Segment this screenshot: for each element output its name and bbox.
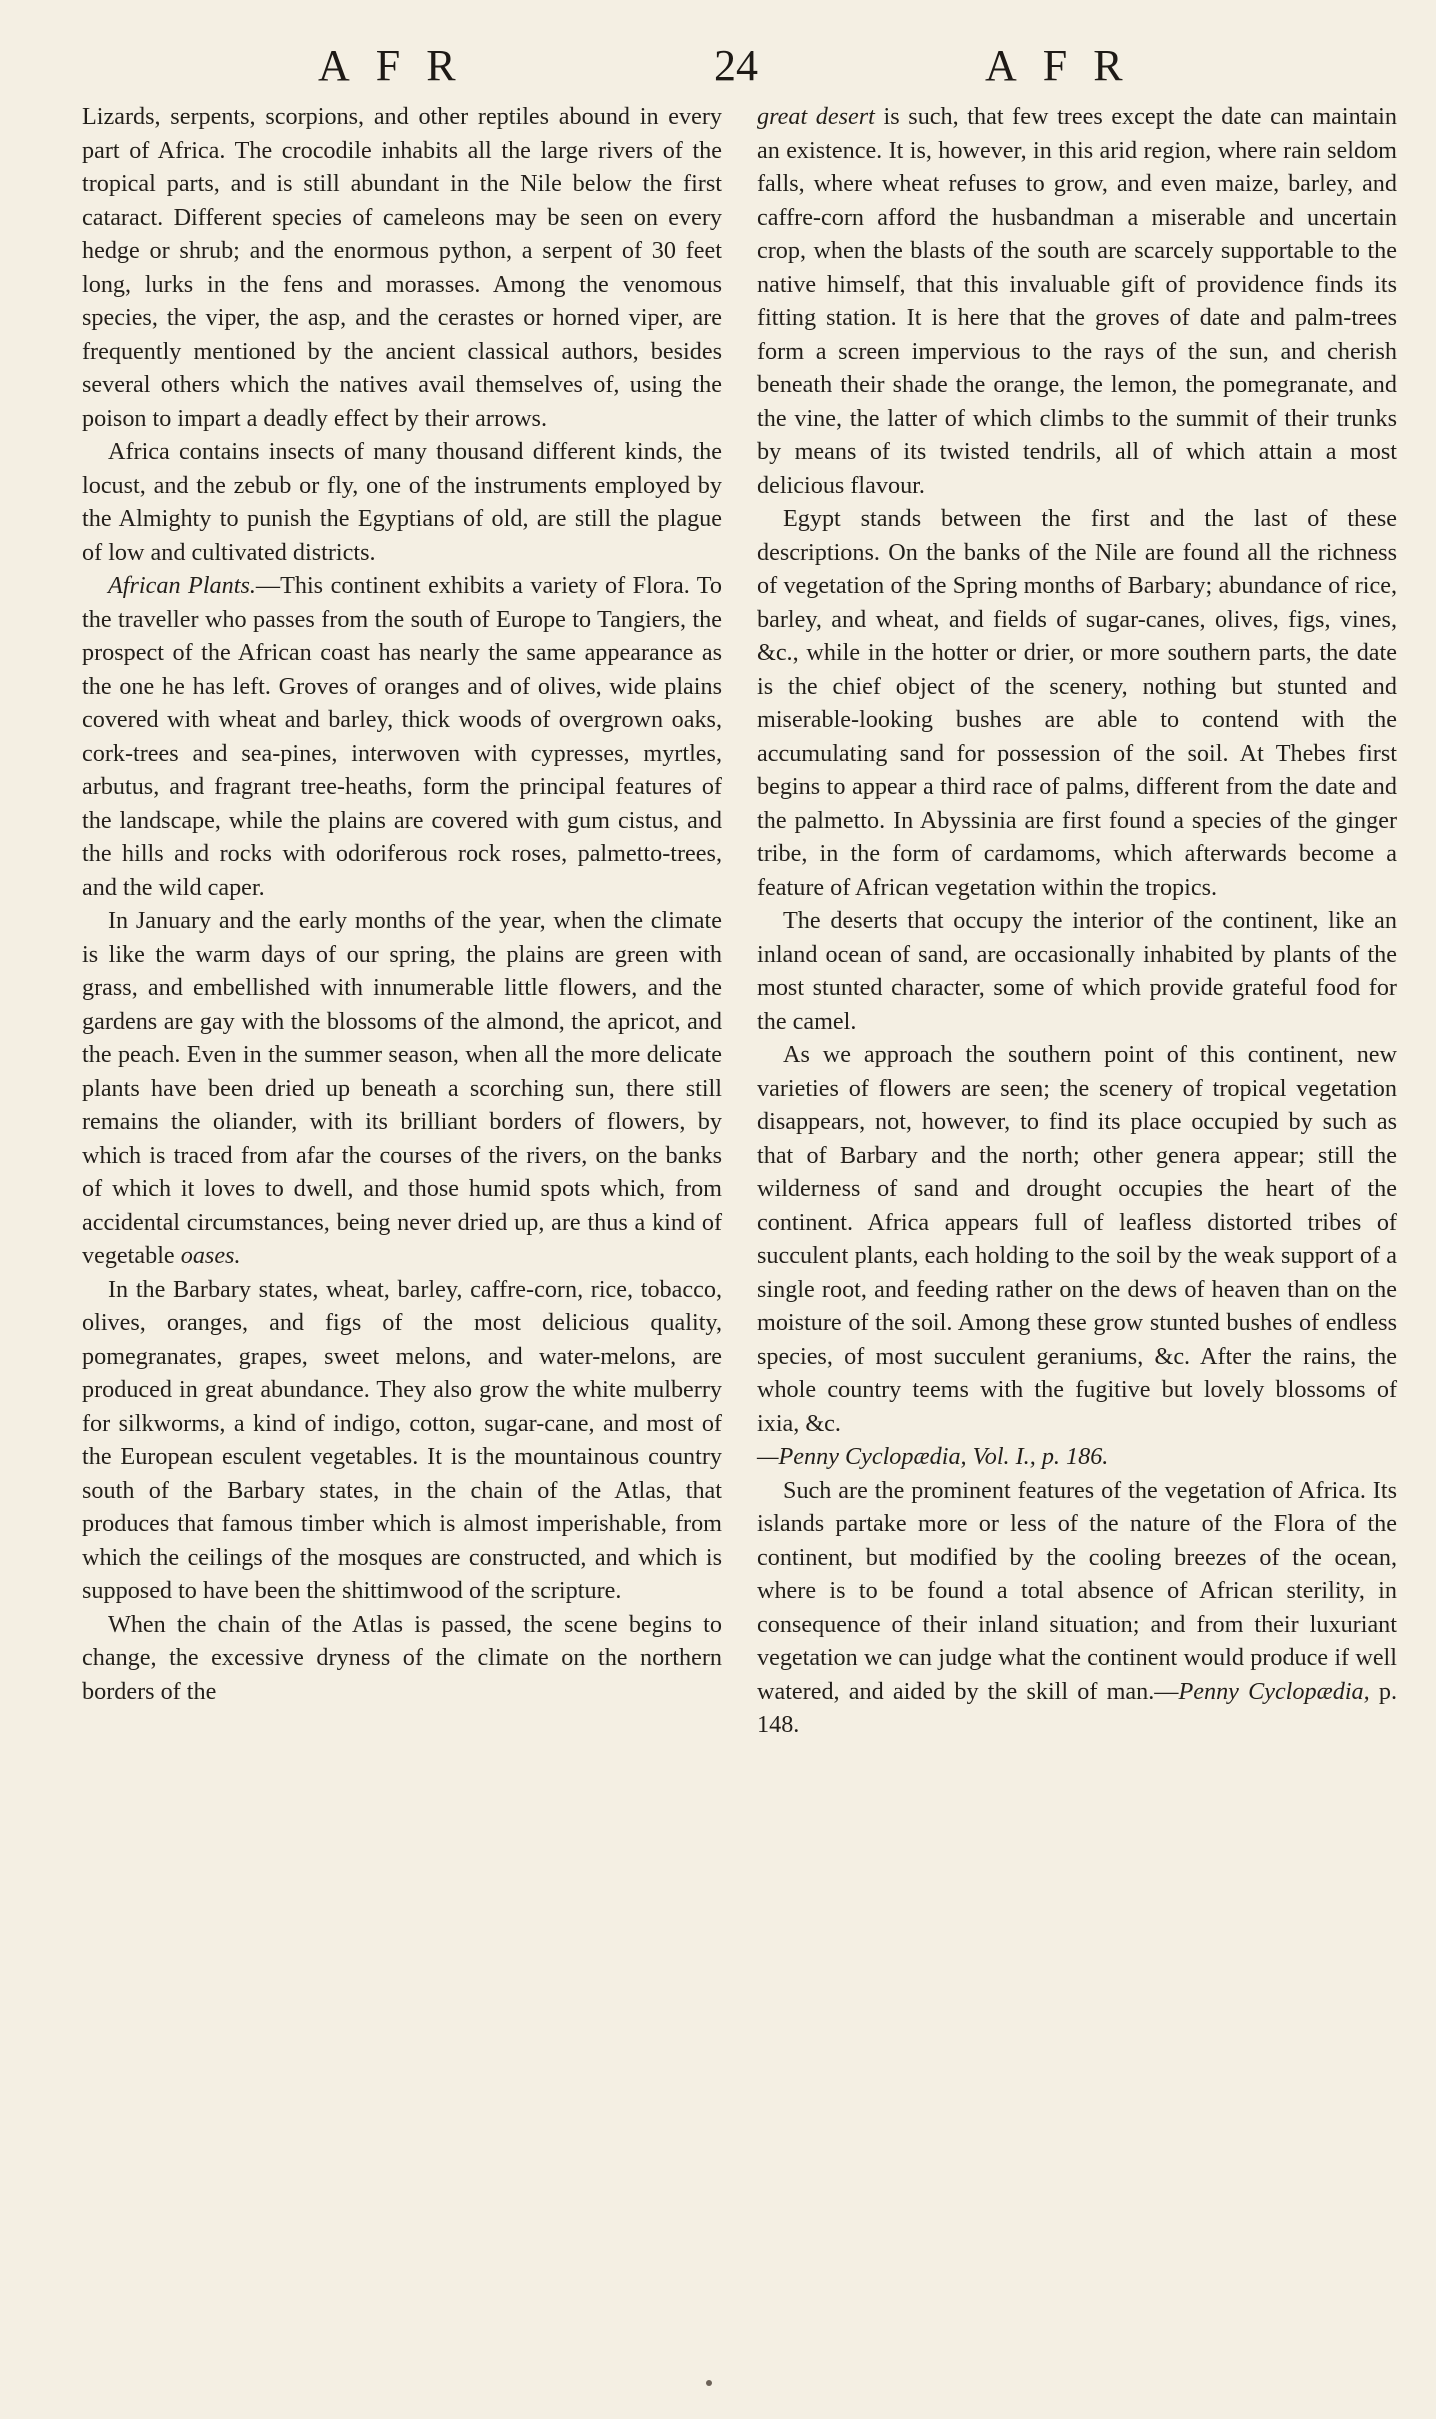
paragraph-great-desert (757, 100, 1397, 502)
citation-penny-vol-1: —Penny Cyclopædia, Vol. I., p. 186. (757, 1443, 1109, 1470)
paragraph-deserts: The deserts that occupy the interior of the continent, like an inland ocean of sand, are occasionally inhabited by plants of the most stunted character, some of which provide grateful food for the camel. (757, 907, 1397, 1035)
paragraph-barbary: In the Barbary states, wheat, barley, caffre-corn, rice, tobacco, olives, oranges, and figs of the most delicious quality, pomegranates, grapes, sweet melons, and water-melons, are produced in great abundance. They also grow the white mulberry for silkworms, a kind of indigo, cotton, sugar-cane, and most of the European esculent vegetables. It is the mountainous country south of the Barbary states, in the chain of the Atlas, that produces that famous timber which is almost imperishable, from which the ceilings of the mosques are constructed, and which is supposed to have been the shittimwood of the scripture. (82, 1275, 722, 1604)
citation-dash: — (1154, 1677, 1179, 1705)
oases-term: oases. (180, 1242, 241, 1269)
paragraph-atlas: When the chain of the Atlas is passed, the scene begins to change, the excessive dryness of the climate on the northern borders of the (82, 1610, 722, 1705)
paragraph-january (82, 904, 722, 1273)
page-number: 24 (714, 41, 758, 90)
running-head (0, 30, 1436, 90)
paragraph-january-text: In January and the early months of the year, when the climate is like the warm days of our spring, the plains are green with grass, and embellished with innumerable little flowers, and the gardens are gay with the blossoms of the almond, the apricot, and the peach. Even in the summer season, when all the more delicate plants have been dried up beneath a scorching sun, there still remains the oliander, with its brilliant borders of flowers, by which is traced from afar the courses of the rivers, on the banks of which it loves to dwell, and those humid spots which, from accidental circumstances, being never dried up, are thus a kind of vegetable (82, 907, 722, 1269)
paragraph-african-plants-text: —This continent exhibits a variety of Flora. To the traveller who passes from the south of Europe to Tangiers, the prospect of the African coast has nearly the same appearance as the one he has left. Groves of oranges and of olives, wide plains covered with wheat and barley, thick woods of overgrown oaks, cork-trees and sea-pines, interwoven with cypresses, myrtles, arbutus, and fragrant tree-heaths, form the principal features of the landscape, while the plains are covered with gum cistus, and the hills and rocks with odoriferous rock roses, palmetto-trees, and the wild caper. (82, 572, 722, 901)
citation-penny-title: Penny Cyclopædia, (1178, 1677, 1370, 1705)
footer-dot (706, 2380, 712, 2386)
paragraph-southern-point: As we approach the southern point of this continent, new varieties of flowers are seen; the scenery of tropical vegetation disappears, not, however, to find its place occupied by such as that of Barbary and the north; other genera appear; still the wilderness of sand and drought occupies the heart of the continent. Africa appears full of leafless distorted tribes of succulent plants, each holding to the soil by the weak support of a single root, and feeding rather on the dews of heaven than on the moisture of the soil. Among these grow stunted bushes of endless species, of most succulent geraniums, &c. After the rains, the whole country teems with the fugitive but lovely blossoms of ixia, &c. (757, 1041, 1397, 1437)
paragraph-islands (757, 1474, 1397, 1742)
right-column (757, 100, 1397, 1742)
running-head-left: AFR (318, 41, 482, 90)
paragraph-african-plants (82, 569, 722, 904)
paragraph-reptiles: Lizards, serpents, scorpions, and other reptiles abound in every part of Africa. The crocodile inhabits all the large rivers of the tropical parts, and is still abundant in the Nile below the first cataract. Different species of cameleons may be seen on every hedge or shrub; and the enormous python, a serpent of 30 feet long, lurks in the fens and morasses. Among the venomous species, the viper, the asp, and the cerastes or horned viper, are frequently mentioned by the ancient classical authors, besides several others which the natives avail themselves of, using the poison to impart a deadly effect by their arrows. (82, 103, 722, 432)
paragraph-great-desert-text: is such, that few trees except the date can maintain an existence. It is, however, in this arid region, where rain seldom falls, where wheat refuses to grow, and even maize, barley, and caffre-corn afford the husbandman a miserable and uncertain crop, when the blasts of the south are scarcely supportable to the native himself, that this invaluable gift of providence finds its fitting station. It is here that the groves of date and palm-trees form a screen impervious to the rays of the sun, and cherish beneath their shade the orange, the lemon, the pomegranate, and the vine, the latter of which climbs to the summit of their trunks by means of its twisted tendrils, all of which attain a most delicious flavour. (757, 103, 1397, 499)
running-head-right: AFR (985, 41, 1149, 90)
left-column (82, 100, 722, 1708)
citation-page: p. 148. (757, 1677, 1397, 1738)
section-heading-african-plants: African Plants. (108, 572, 256, 599)
paragraph-islands-text: Such are the prominent features of the vegetation of Africa. Its islands partake more or less of the nature of the Flora of the continent, but modified by the cooling breezes of the ocean, where is to be found a total absence of African sterility, in consequence of their inland situation; and from their luxuriant vegetation we can judge what the continent would produce if well watered, and aided by the skill of man. (757, 1476, 1397, 1705)
paragraph-insects: Africa contains insects of many thousand different kinds, the locust, and the zebub or fly, one of the instruments employed by the Almighty to punish the Egyptians of old, are still the plague of low and cultivated districts. (82, 438, 722, 566)
paragraph-egypt: Egypt stands between the first and the last of these descriptions. On the banks of the Nile are found all the richness of vegetation of the Spring months of Barbary; abundance of rice, barley, and wheat, and fields of sugar-canes, olives, figs, vines, &c., while in the hotter or drier, or more southern parts, the date is the chief object of the scenery, nothing but stunted and miserable-looking bushes are able to contend with the accumulating sand for possession of the soil. At Thebes first begins to appear a third race of palms, different from the date and the palmetto. In Abyssinia are first found a species of the ginger tribe, in the form of cardamoms, which afterwards become a feature of African vegetation within the tropics. (757, 505, 1397, 901)
great-desert-term: great desert (757, 103, 875, 130)
